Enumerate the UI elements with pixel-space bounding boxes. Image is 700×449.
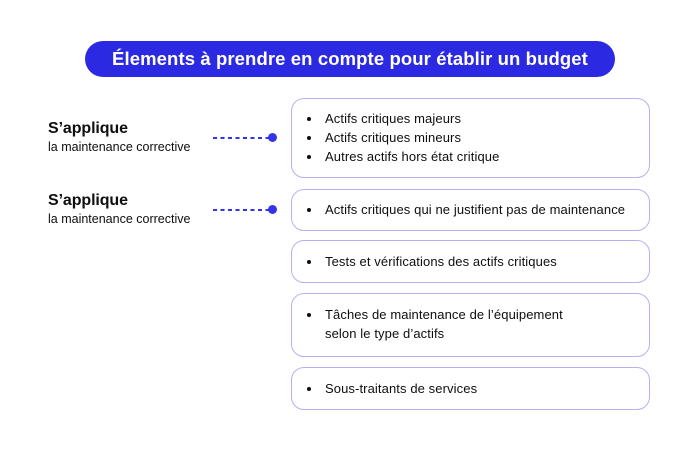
info-box-taches-maintenance	[291, 293, 650, 357]
label-subheading: la maintenance corrective	[48, 212, 191, 227]
bullet-list	[292, 380, 477, 398]
connector-dot	[268, 133, 277, 142]
connector-1	[213, 133, 277, 142]
info-box-tests-verifications	[291, 240, 650, 283]
title-banner: Élements à prendre en compte pour établir un budget	[85, 41, 615, 77]
info-box-actifs-critiques	[291, 98, 650, 178]
connector-dot	[268, 205, 277, 214]
label-heading: S’applique	[48, 192, 128, 209]
connector-2	[213, 205, 277, 214]
label-subheading: la maintenance corrective	[48, 140, 191, 155]
bullet-item: • Sous-traitants de services	[322, 380, 477, 398]
bullet-item: • Tests et vérifications des actifs critiques	[322, 253, 557, 271]
bullet-item: • Tâches de maintenance de l’équipement selon le type d’actifs	[322, 306, 577, 344]
info-box-sous-traitants	[291, 367, 650, 410]
dashed-line	[213, 209, 269, 211]
bullet-item: • Actifs critiques qui ne justifient pas de maintenance	[322, 201, 625, 219]
dashed-line	[213, 137, 269, 139]
bullet-list	[292, 109, 499, 168]
bullet-list	[292, 306, 577, 344]
bullet-item: • Actifs critiques mineurs	[322, 129, 499, 147]
bullet-item: • Actifs critiques majeurs	[322, 110, 499, 128]
title-row	[0, 41, 700, 77]
bullet-list	[292, 201, 625, 219]
info-box-actifs-sans-maintenance	[291, 189, 650, 231]
bullet-item: • Autres actifs hors état critique	[322, 148, 499, 166]
bullet-list	[292, 253, 557, 271]
label-heading: S’applique	[48, 120, 128, 137]
